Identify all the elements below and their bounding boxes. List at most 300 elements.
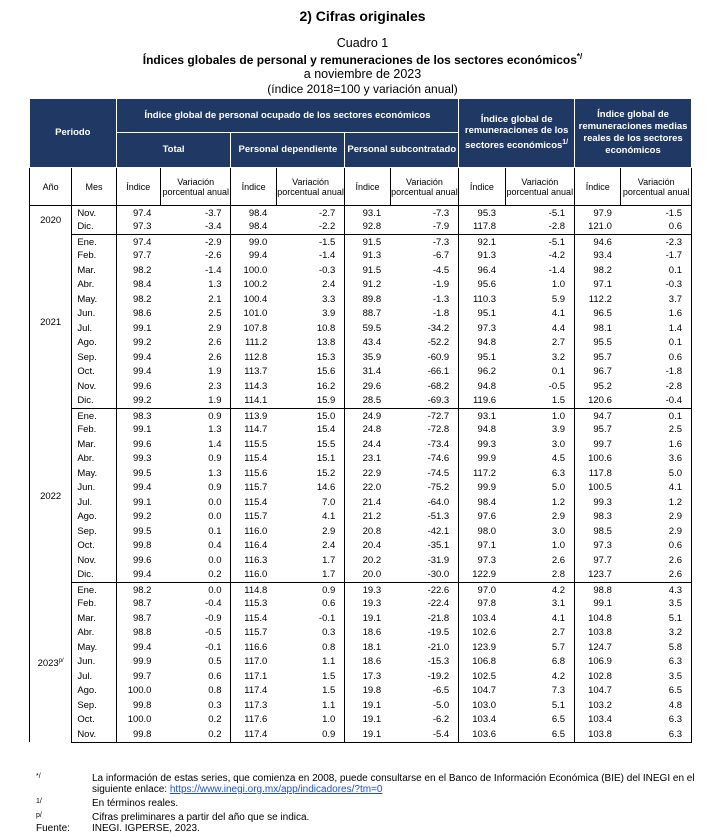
index-cell: 19.1: [362, 714, 382, 726]
variation-cell: 3.5: [621, 597, 692, 612]
table-row: [30, 539, 692, 554]
index-cell: 99.4: [116, 568, 160, 583]
variation-cell: -75.2: [390, 481, 459, 496]
variation-cell: 0.2: [160, 713, 231, 728]
table-row: [30, 394, 692, 409]
index-cell: 92.8: [345, 220, 390, 235]
variation-cell: 0.1: [621, 409, 692, 424]
table-row: [30, 496, 692, 511]
index-cell: 103.2: [588, 699, 612, 711]
header-variacion: Variación porcentual anual: [276, 168, 345, 206]
month-cell: Sep.: [72, 525, 116, 540]
variation-cell: 2.9: [276, 525, 345, 540]
variation-cell: 3.2: [621, 626, 692, 641]
index-cell: 117.3: [244, 699, 268, 711]
note-row: [36, 812, 696, 823]
index-cell: 21.2: [362, 511, 382, 523]
variation-cell: -15.3: [390, 655, 459, 670]
variation-cell: 1.6: [621, 307, 692, 322]
variation-cell: 3.2: [505, 351, 575, 366]
index-cell: 99.4: [132, 641, 152, 653]
variation-cell: -0.5: [505, 380, 575, 395]
table-row: [30, 713, 692, 728]
index-cell: 98.0: [477, 525, 497, 537]
index-cell: 99.2: [116, 394, 160, 409]
index-cell: 100.4: [243, 293, 268, 305]
variation-cell: 5.0: [621, 467, 692, 482]
index-cell: 98.3: [132, 411, 152, 423]
table-row: [30, 655, 692, 670]
index-cell: 22.9: [362, 467, 382, 479]
variation-cell: 7.0: [276, 496, 345, 511]
year-cell: [30, 409, 72, 583]
index-cell: 98.2: [132, 264, 152, 276]
variation-cell: -52.2: [390, 336, 459, 351]
variation-cell: 3.5: [621, 670, 692, 685]
variation-cell: -6.5: [390, 684, 459, 699]
variation-cell: 0.6: [621, 539, 692, 554]
variation-cell: 2.3: [160, 380, 231, 395]
index-cell: 98.8: [593, 585, 612, 597]
table-row: [30, 510, 692, 525]
month-cell: Mar.: [72, 438, 116, 453]
section-title: 2) Cifras originales: [299, 8, 426, 24]
index-cell: 115.4: [244, 453, 268, 465]
month-cell: Sep.: [72, 351, 116, 366]
table-body: [30, 206, 692, 743]
index-cell: 99.1: [132, 496, 152, 508]
index-cell: 99.4: [132, 482, 152, 494]
variation-cell: 1.5: [276, 684, 345, 699]
variation-cell: 1.3: [160, 278, 231, 293]
variation-cell: -7.3: [390, 206, 459, 221]
index-cell: 91.5: [362, 237, 382, 249]
variation-cell: -0.1: [276, 612, 345, 627]
variation-cell: 1.1: [276, 699, 345, 714]
index-cell: 18.1: [362, 641, 382, 653]
index-cell: 99.8: [132, 540, 152, 552]
variation-cell: -64.0: [390, 496, 459, 511]
index-cell: 95.1: [477, 308, 497, 320]
index-cell: 19.1: [362, 612, 382, 624]
index-cell: 99.8: [132, 699, 152, 711]
variation-cell: 4.8: [621, 699, 692, 714]
index-cell: 98.4: [477, 496, 497, 508]
table-title-text: Índices globales de personal y remuneraciones de los sectores económicos: [142, 53, 577, 67]
month-cell: Abr.: [72, 278, 116, 293]
table-row: [30, 670, 692, 685]
variation-cell: 2.7: [505, 626, 575, 641]
index-cell: 95.6: [477, 279, 497, 291]
month-cell: Dic.: [72, 220, 116, 235]
index-cell: 97.3: [477, 322, 497, 334]
variation-cell: 0.6: [621, 220, 692, 235]
table-row: [30, 307, 692, 322]
index-cell: 95.5: [593, 337, 612, 349]
variation-cell: 15.5: [276, 438, 345, 453]
header-periodo: Periodo: [30, 99, 117, 168]
index-cell: 29.6: [362, 380, 382, 392]
note-text: En términos reales.: [92, 798, 179, 809]
index-cell: 117.8: [588, 467, 612, 479]
data-table: [29, 98, 692, 743]
variation-cell: -2.9: [160, 235, 231, 250]
index-cell: 115.7: [244, 482, 268, 494]
subtitle-base: (índice 2018=100 y variación anual): [267, 82, 458, 96]
variation-cell: 0.9: [160, 409, 231, 424]
header-anio: Año: [30, 168, 72, 206]
variation-cell: 1.5: [276, 670, 345, 685]
index-cell: 19.3: [362, 598, 382, 610]
variation-cell: -74.6: [390, 452, 459, 467]
note-mark: */: [36, 773, 41, 780]
index-cell: 19.3: [362, 585, 382, 597]
index-cell: 20.2: [362, 554, 382, 566]
index-cell: 98.7: [132, 612, 152, 624]
year-mark: p/: [58, 658, 64, 665]
variation-cell: 3.9: [276, 307, 345, 322]
index-cell: 103.6: [459, 728, 505, 743]
table-row: [30, 452, 692, 467]
index-cell: 98.6: [132, 308, 152, 320]
index-cell: 91.3: [362, 250, 382, 262]
index-cell: 21.4: [362, 496, 382, 508]
variation-cell: 6.3: [621, 655, 692, 670]
source-text: INEGI. IGPERSE, 2023.: [92, 823, 200, 834]
index-cell: 99.6: [132, 438, 152, 450]
index-cell: 99.1: [132, 322, 152, 334]
variation-cell: -3.4: [160, 220, 231, 235]
month-cell: Ago.: [72, 336, 116, 351]
index-cell: 20.4: [362, 540, 382, 552]
index-cell: 116.0: [244, 525, 268, 537]
index-cell: 98.2: [132, 293, 152, 305]
month-cell: Ago.: [72, 684, 116, 699]
variation-cell: 1.0: [505, 278, 575, 293]
month-cell: Feb.: [72, 249, 116, 264]
index-cell: 97.1: [593, 279, 612, 291]
index-cell: 115.7: [244, 627, 268, 639]
month-cell: Nov.: [72, 554, 116, 569]
variation-cell: 0.1: [621, 336, 692, 351]
month-cell: Feb.: [72, 597, 116, 612]
variation-cell: 1.5: [505, 394, 575, 409]
index-cell: 113.7: [244, 366, 268, 378]
variation-cell: 2.1: [160, 293, 231, 308]
variation-cell: 1.3: [160, 467, 231, 482]
variation-cell: 1.7: [276, 568, 345, 583]
month-cell: Abr.: [72, 452, 116, 467]
index-cell: 99.3: [132, 453, 152, 465]
variation-cell: 2.6: [505, 554, 575, 569]
index-cell: 103.8: [575, 728, 621, 743]
index-cell: 99.2: [132, 337, 152, 349]
table-row: [30, 597, 692, 612]
variation-cell: -22.6: [390, 583, 459, 598]
variation-cell: 0.3: [160, 699, 231, 714]
table-row: [30, 641, 692, 656]
index-cell: 100.2: [243, 279, 268, 291]
month-cell: May.: [72, 467, 116, 482]
variation-cell: 1.3: [160, 423, 231, 438]
index-cell: 17.3: [362, 670, 382, 682]
variation-cell: 0.0: [160, 554, 231, 569]
index-cell: 23.1: [362, 453, 382, 465]
header-total: Total: [116, 133, 231, 168]
index-cell: 98.4: [231, 220, 276, 235]
index-cell: 98.7: [132, 598, 152, 610]
variation-cell: 4.1: [505, 307, 575, 322]
index-cell: 99.4: [248, 250, 268, 262]
index-cell: 99.5: [132, 525, 152, 537]
table-row: [30, 380, 692, 395]
index-cell: 115.7: [244, 511, 268, 523]
index-cell: 19.8: [362, 685, 382, 697]
variation-cell: 2.5: [160, 307, 231, 322]
index-cell: 119.6: [459, 394, 505, 409]
header-remuneraciones: [459, 99, 575, 168]
variation-cell: 0.6: [160, 670, 231, 685]
table-row: [30, 684, 692, 699]
variation-cell: -60.9: [390, 351, 459, 366]
variation-cell: -30.0: [390, 568, 459, 583]
variation-cell: 0.0: [160, 583, 231, 598]
index-cell: 93.1: [362, 208, 382, 220]
variation-cell: 0.9: [276, 728, 345, 743]
month-cell: May.: [72, 641, 116, 656]
variation-cell: 1.4: [621, 322, 692, 337]
variation-cell: -74.5: [390, 467, 459, 482]
variation-cell: -3.7: [160, 206, 231, 221]
index-cell: 98.8: [132, 627, 152, 639]
table-row: [30, 583, 692, 598]
variation-cell: -2.2: [276, 220, 345, 235]
table-row: [30, 554, 692, 569]
variation-cell: 3.1: [505, 597, 575, 612]
variation-cell: 0.2: [160, 728, 231, 743]
month-cell: Sep.: [72, 699, 116, 714]
variation-cell: -2.8: [621, 380, 692, 395]
table-row: [30, 438, 692, 453]
index-cell: 123.7: [575, 568, 621, 583]
variation-cell: 0.9: [160, 481, 231, 496]
index-cell: 99.6: [132, 380, 152, 392]
table-title: [0, 52, 725, 67]
index-cell: 116.0: [231, 568, 276, 583]
index-cell: 19.1: [362, 699, 382, 711]
variation-cell: 14.6: [276, 481, 345, 496]
index-cell: 94.8: [477, 380, 497, 392]
index-cell: 96.7: [593, 366, 612, 378]
index-cell: 97.4: [132, 237, 152, 249]
variation-cell: -5.1: [505, 206, 575, 221]
variation-cell: 1.0: [505, 409, 575, 424]
notes: [36, 773, 696, 823]
month-cell: Jun.: [72, 655, 116, 670]
variation-cell: -0.4: [621, 394, 692, 409]
variation-cell: 2.6: [160, 351, 231, 366]
index-cell: 19.1: [345, 728, 390, 743]
variation-cell: 4.1: [505, 612, 575, 627]
index-cell: 103.4: [472, 714, 497, 726]
index-cell: 120.6: [575, 394, 621, 409]
index-cell: 100.5: [588, 482, 612, 494]
index-cell: 91.2: [362, 279, 382, 291]
note-text: Cifras preliminares a partir del año que se indica.: [92, 812, 310, 823]
table-row: [30, 568, 692, 583]
variation-cell: 15.9: [276, 394, 345, 409]
variation-cell: 0.8: [276, 641, 345, 656]
variation-cell: 1.1: [276, 655, 345, 670]
year-label: 2022: [40, 490, 62, 502]
variation-cell: 5.9: [505, 293, 575, 308]
index-cell: 97.1: [477, 540, 497, 552]
variation-cell: 15.4: [276, 423, 345, 438]
variation-cell: -1.7: [621, 249, 692, 264]
variation-cell: -1.3: [390, 293, 459, 308]
index-cell: 114.7: [244, 424, 268, 436]
index-cell: 95.7: [593, 351, 612, 363]
header-dependiente: Personal dependiente: [231, 133, 345, 168]
index-cell: 98.4: [132, 279, 152, 291]
index-cell: 114.1: [231, 394, 276, 409]
index-cell: 99.2: [132, 511, 152, 523]
variation-cell: 4.4: [505, 322, 575, 337]
index-cell: 117.1: [244, 670, 268, 682]
index-cell: 123.9: [472, 641, 497, 653]
variation-cell: 0.3: [276, 626, 345, 641]
variation-cell: -22.4: [390, 597, 459, 612]
month-cell: Oct.: [72, 539, 116, 554]
index-cell: 115.4: [244, 612, 268, 624]
table-row: [30, 220, 692, 235]
variation-cell: 0.1: [621, 264, 692, 279]
index-cell: 117.0: [244, 656, 268, 668]
variation-cell: -34.2: [390, 322, 459, 337]
index-cell: 99.7: [132, 670, 152, 682]
variation-cell: 0.6: [621, 351, 692, 366]
index-cell: 22.0: [362, 482, 382, 494]
index-cell: 24.4: [362, 438, 382, 450]
table-row: [30, 626, 692, 641]
variation-cell: 15.6: [276, 365, 345, 380]
index-cell: 88.7: [362, 308, 382, 320]
month-cell: Jul.: [72, 322, 116, 337]
index-cell: 95.1: [477, 351, 497, 363]
month-cell: Jul.: [72, 670, 116, 685]
index-cell: 102.5: [472, 670, 497, 682]
table-number: Cuadro 1: [336, 36, 389, 50]
variation-cell: 5.7: [505, 641, 575, 656]
variation-cell: -69.3: [390, 394, 459, 409]
bie-link[interactable]: https://www.inegi.org.mx/app/indicadores/?tm=0: [169, 784, 383, 795]
variation-cell: -1.5: [276, 235, 345, 250]
index-cell: 99.0: [248, 237, 268, 249]
header-indice: Índice: [231, 168, 276, 206]
index-cell: 98.2: [593, 264, 612, 276]
index-cell: 97.3: [593, 540, 612, 552]
variation-cell: 4.2: [505, 583, 575, 598]
index-cell: 96.4: [477, 264, 497, 276]
index-cell: 20.8: [362, 525, 382, 537]
index-cell: 18.6: [362, 627, 382, 639]
variation-cell: 15.0: [276, 409, 345, 424]
variation-cell: 3.3: [276, 293, 345, 308]
variation-cell: -1.4: [160, 264, 231, 279]
variation-cell: -51.3: [390, 510, 459, 525]
index-cell: 99.1: [132, 424, 152, 436]
month-cell: Oct.: [72, 365, 116, 380]
index-cell: 93.1: [477, 411, 497, 423]
variation-cell: -7.9: [390, 220, 459, 235]
variation-cell: 2.4: [276, 278, 345, 293]
index-cell: 115.5: [244, 438, 268, 450]
index-cell: 106.9: [588, 656, 612, 668]
index-cell: 59.5: [362, 322, 382, 334]
index-cell: 117.8: [459, 220, 505, 235]
index-cell: 97.3: [116, 220, 160, 235]
variation-cell: 1.9: [160, 365, 231, 380]
index-cell: 116.3: [244, 554, 268, 566]
index-cell: 99.9: [477, 453, 497, 465]
index-cell: 35.9: [362, 351, 382, 363]
index-cell: 98.1: [593, 322, 612, 334]
subtitle-date: a noviembre de 2023: [303, 67, 422, 81]
index-cell: 99.9: [477, 482, 497, 494]
month-cell: May.: [72, 293, 116, 308]
index-cell: 97.4: [132, 208, 152, 220]
variation-cell: 6.3: [621, 728, 692, 743]
index-cell: 121.0: [575, 220, 621, 235]
table-row: [30, 278, 692, 293]
variation-cell: -1.9: [390, 278, 459, 293]
index-cell: 94.6: [593, 237, 612, 249]
index-cell: 97.9: [593, 208, 612, 220]
month-cell: Ene.: [72, 235, 116, 250]
index-cell: 115.6: [244, 467, 268, 479]
variation-cell: -42.1: [390, 525, 459, 540]
note-row: [36, 773, 696, 795]
index-cell: 98.5: [593, 525, 612, 537]
header-indice: Índice: [459, 168, 505, 206]
index-cell: 99.1: [593, 598, 612, 610]
variation-cell: -7.3: [390, 235, 459, 250]
year-label: 2021: [40, 316, 62, 328]
table-row: [30, 481, 692, 496]
index-cell: 111.2: [244, 337, 268, 349]
variation-cell: -5.1: [505, 235, 575, 250]
table-row: [30, 467, 692, 482]
index-cell: 92.1: [477, 237, 497, 249]
month-cell: Jul.: [72, 496, 116, 511]
variation-cell: 1.0: [276, 713, 345, 728]
index-cell: 20.0: [345, 568, 390, 583]
variation-cell: 0.0: [160, 510, 231, 525]
index-cell: 99.3: [477, 438, 497, 450]
year-label: 2023: [37, 658, 59, 670]
header-personal-group: Índice global de personal ocupado de los sectores económicos: [116, 99, 459, 133]
variation-cell: -1.8: [390, 307, 459, 322]
month-cell: Oct.: [72, 713, 116, 728]
variation-cell: -21.8: [390, 612, 459, 627]
index-cell: 98.4: [248, 208, 268, 220]
variation-cell: 2.4: [276, 539, 345, 554]
month-cell: Jun.: [72, 307, 116, 322]
index-cell: 112.2: [588, 293, 612, 305]
index-cell: 116.4: [244, 540, 268, 552]
index-cell: 114.8: [244, 585, 268, 597]
variation-cell: 15.3: [276, 351, 345, 366]
